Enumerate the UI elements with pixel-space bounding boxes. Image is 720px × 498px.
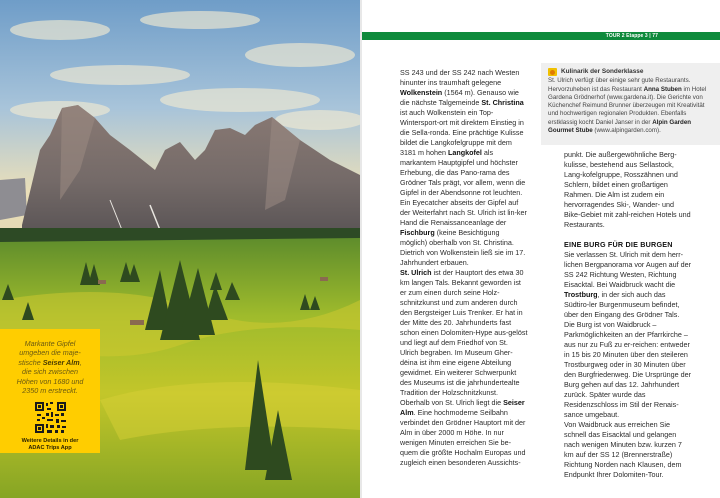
section-heading: EINE BURG FÜR DIE BURGEN (564, 240, 673, 249)
info-box-title-text: Kulinarik der Sonderklasse (561, 68, 644, 75)
text-column-1 (400, 68, 528, 468)
text: als markantem Hauptgipfel und höchster Erhebung, die das Pano-rama des Grödner Tals prägt, vor allem, wenn die Gipfel in der Abendsonne rot leuchten. (400, 148, 526, 197)
running-head: TOUR 2 Etappe 3 | 77 (605, 33, 658, 39)
qr-code-icon[interactable] (35, 402, 66, 433)
paragraph (400, 198, 528, 268)
text: (keine Besichtigung möglich) oberhalb von St. Christina. Dietrich von Wolkenstein ließ sie im 17. Jahrhundert erbauen. (400, 228, 526, 267)
qr-app-label (6, 438, 94, 452)
paragraph (564, 250, 692, 420)
paragraph (400, 268, 528, 398)
qr-label-line: Weitere Details in der (21, 438, 79, 445)
place-name: St. Ulrich (400, 268, 432, 277)
text: Ein Eyecatcher abseits der Gipfel auf der Weiterfahrt nach St. Ulrich ist lin-ker Hand die Renaissanceanlage der (400, 198, 527, 227)
text: im Hotel Gardena Grödnerhof (www.gardena.it). Die Gerichte von Küchenchef Reimund Brunner überzeugen mit Kreativität und hochwertigen regionalen Produkten. Ebenfalls erstklassig kocht Daniel Janser in der (548, 85, 707, 126)
caption-place-name: Seiser Alm (42, 357, 80, 367)
caption-line: umgeben die maje- (19, 348, 81, 358)
text: St. Ulrich verfügt über einige sehr gute Restaurants. Hervorzuheben ist das Restaurant (548, 77, 691, 93)
caption-line: die sich zwischen (22, 367, 78, 377)
paragraph (400, 398, 528, 468)
place-name: Wolkenstein (400, 88, 443, 97)
culinary-info-box (541, 63, 720, 145)
restaurant-name: Anna Stuben (643, 85, 682, 93)
photo-caption-box (0, 329, 100, 453)
info-box-title (548, 68, 714, 76)
text: . Eine hochmoderne Seilbahn verbindet den Grödner Hauptort mit der Alm in über 2000 m Höhe. In nur wenigen Minuten erreichen Sie be-quem die größte Hochalm Europas und zugleich einen besonderen Aussichts- (400, 408, 526, 467)
restaurant-icon (548, 68, 557, 76)
place-name: St. Christina (481, 98, 524, 107)
info-box-body (548, 77, 714, 135)
restaurant-name: Alpin Garden Gourmet Stube (548, 118, 692, 135)
text: (1564 m). Genauso wie die nächste Talgemeinde (400, 88, 519, 107)
caption-line: Markante Gipfel (24, 339, 76, 348)
place-name: Trostburg (564, 290, 598, 299)
paragraph: punkt. Die außergewöhnliche Berg-kulisse, bestehend aus Sellastock, Lang-kofelgruppe, Rosszähnen und Schlern, bildet einen großartigen Rahmen. Die Alm ist zudem ein hervorragendes Ski-, Wander- und Bike-Gebiet mit zahl-reichen Hotels und Restaurants. (564, 150, 691, 229)
qr-label-line: ADAC Trips App (28, 445, 72, 452)
place-name: Fischburg (400, 228, 435, 237)
caption-line: , (79, 357, 82, 367)
text: , in der sich auch das Südtiro-ler Burgenmuseum befindet, über den Eingang des Grödner Tals. Die Burg ist von Waidbruck – Parkmöglichkeiten an der Pfarrkirche – aus nur zu Fuß zu er-reichen: entweder in 15 bis 20 Minuten über den steileren Trostburgweg oder in 30 Minuten über den Burgfriedenweg. Die Ursprünge der Burg gehen auf das 12. Jahrhundert zurück. Später wurde das Residenzschloss im Stil der Renais-sance umgebaut. (564, 290, 692, 419)
paragraph (400, 68, 528, 198)
page-gutter (360, 0, 362, 498)
place-name: Langkofel (447, 148, 482, 157)
text: (www.alpingarden.com). (592, 127, 661, 135)
running-header-bar (362, 32, 720, 40)
text: SS 243 und der SS 242 nach Westen hinunter ins traumhaft gelegene (400, 68, 520, 87)
caption-line: stische (18, 357, 43, 367)
paragraph: Von Waidbruck aus erreichen Sie schnell das Eisacktal und gelangen nach wenigen Minuten bzw. kurzen 7 km auf der SS 12 (Brennerstraße) Richtung Norden nach Klausen, dem Endpunkt Ihrer Dolomiten-Tour. (564, 420, 682, 479)
photo-caption (6, 339, 94, 395)
text: Sie verlassen St. Ulrich mit dem herr-lichen Bergpanorama vor Augen auf der SS 242 Richtung Westen, Richtung Eisacktal. Bei Waidbruck wacht die (564, 250, 692, 289)
text: ist der Hauptort des etwa 30 km langen Tals. Bekannt geworden ist er zum einen durch seine Holz-schnitzkunst und zum anderen durch den Bergsteiger Luis Trenker. Er hat in der Mitte des 20. Jahrhunderts fast schon einen Dolomiten-Hype aus-gelöst und liegt auf dem Friedhof von St. Ulrich begraben. Im Museum Gher-dëina ist ihm eine eigene Abteilung gewidmet. Ein weiterer Schwerpunkt des Museums ist die jahrhundertealte Tradition der Holzschnitzkunst. (400, 268, 528, 397)
place-name: Seiser Alm (400, 398, 525, 417)
caption-line: 2350 m erstreckt. (22, 386, 78, 396)
caption-line: Höhen von 1680 und (16, 376, 84, 386)
qr-code-pattern (35, 402, 66, 433)
text: Oberhalb von St. Ulrich liegt die (400, 398, 504, 407)
text-column-2 (564, 150, 692, 480)
text: ist auch Wolkenstein ein Top-Wintersport-ort mit direktem Einstieg in die Sella-ronda. Eine prächtige Kulisse bildet die Langkofelgruppe mit dem 3181 m hohen (400, 108, 524, 157)
